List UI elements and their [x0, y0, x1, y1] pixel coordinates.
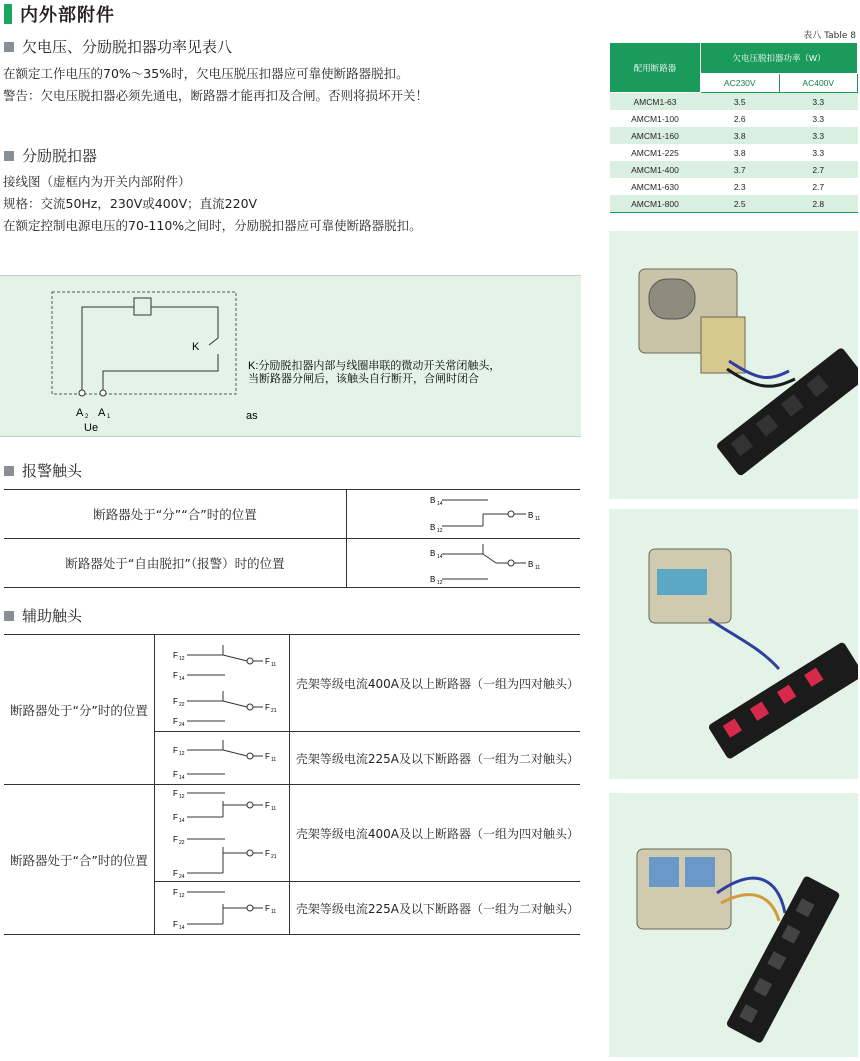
k-note-line1: K:分励脱扣器内部与线圈串联的微动开关常闭触头，: [248, 360, 501, 372]
f-label: F: [264, 703, 270, 712]
cell-model: AMCM1-160: [610, 127, 701, 144]
alarm-contact-photo: [609, 509, 858, 779]
f11-sub: 11: [270, 662, 277, 668]
table-row: [4, 785, 580, 882]
contact-pair-1: [173, 645, 276, 682]
cell-model: AMCM1-225: [610, 144, 701, 161]
aux-open-label: 断路器处于“分”时的位置: [4, 635, 154, 785]
cell-ac230: 2.5: [701, 195, 780, 213]
page-title: 内外部附件: [20, 5, 115, 26]
undervoltage-warning: 警告：欠电压脱扣器必须先通电，断路器才能再扣及合闸。否则将损坏开关！: [3, 88, 429, 103]
aux-closed-225-diagram: [154, 882, 289, 935]
table-row: [610, 93, 858, 111]
f21-sub: 21: [270, 854, 277, 860]
table-row: [610, 127, 858, 144]
alarm-row1-diagram: [347, 490, 581, 539]
as-label: as: [246, 410, 258, 422]
contact-pair-2: [173, 691, 277, 728]
f-label: F: [172, 835, 178, 844]
a2-label: A: [76, 407, 84, 419]
cell-ac230: 3.7: [701, 161, 780, 178]
cell-ac230: 3.8: [701, 144, 780, 161]
cell-ac230: 3.5: [701, 93, 780, 111]
f-label: F: [172, 789, 178, 798]
f-label: F: [172, 888, 178, 897]
table-row: [610, 195, 858, 213]
alarm-row1-label: 断路器处于“分”“合”时的位置: [4, 490, 347, 539]
f12-sub: 12: [178, 893, 185, 899]
terminal-icon: [508, 560, 514, 566]
f-label: F: [172, 869, 178, 878]
shunt-line1: 接线图（虚框内为开关内部附件）: [3, 174, 191, 189]
b14-sub: 14: [437, 554, 443, 560]
f-label: F: [172, 717, 178, 726]
aux-closed-400-diagram: [154, 785, 289, 882]
b11-label: B: [528, 560, 534, 569]
alarm-heading: [4, 460, 82, 481]
f-label: F: [264, 801, 270, 810]
f-label: F: [172, 813, 178, 822]
terminal-icon: [247, 753, 253, 759]
b12-sub: 12: [437, 580, 443, 586]
terminal-a1-icon: [100, 390, 106, 396]
f24-sub: 24: [178, 874, 185, 880]
terminal-icon: [508, 511, 514, 517]
table-row: [610, 144, 858, 161]
b14-sub: 14: [437, 501, 443, 507]
table-row: [4, 635, 580, 732]
aux-contact-table: [4, 634, 580, 935]
terminal-icon: [247, 658, 253, 664]
f12-sub: 12: [178, 751, 185, 757]
f-label: F: [264, 904, 270, 913]
cell-ac230: 2.3: [701, 178, 780, 195]
aux-closed-400-desc: 壳架等级电流400A及以上断路器（一组为四对触头）: [289, 785, 580, 882]
cell-model: AMCM1-100: [610, 110, 701, 127]
coil-icon: [134, 298, 151, 315]
k-note-line2: 当断路器分闸后，该触头自行断开，合闸时闭合: [248, 373, 479, 385]
f14-sub: 14: [178, 775, 185, 781]
contact-pair-2: [173, 835, 277, 880]
f14-sub: 14: [178, 818, 185, 824]
table-row: [610, 110, 858, 127]
aux-heading: [4, 605, 82, 626]
f-label: F: [172, 697, 178, 706]
cell-ac400: 2.8: [779, 195, 858, 213]
b11-sub: 11: [535, 516, 541, 522]
f22-sub: 22: [178, 840, 185, 846]
alarm-row2-label: 断路器处于“自由脱扣”（报警）时的位置: [4, 539, 347, 588]
alarm-heading-text: 报警触头: [22, 462, 83, 480]
k-switch-contact: [151, 307, 218, 345]
f-label: F: [172, 651, 178, 660]
f-label: F: [264, 657, 270, 666]
aux-open-400-desc: 壳架等级电流400A及以上断路器（一组为四对触头）: [289, 635, 580, 732]
a1-sub: 1: [107, 414, 111, 420]
table8: [609, 42, 858, 213]
alarm-contact-table: [4, 489, 580, 588]
undervoltage-heading-text: 欠电压、分励脱扣器功率见表八: [22, 38, 233, 56]
cell-ac400: 3.3: [779, 144, 858, 161]
aux-closed-225-desc: 壳架等级电流225A及以下断路器（一组为二对触头）: [289, 882, 580, 935]
f14-sub: 14: [178, 676, 185, 682]
terminal-a2-icon: [79, 390, 85, 396]
f21-sub: 21: [270, 708, 277, 714]
shunt-line3: 在额定控制电源电压的70-110%之间时，分励脱扣器应可靠使断路器脱扣。: [3, 218, 422, 233]
f24-sub: 24: [178, 722, 185, 728]
section-bullet-icon: [4, 466, 14, 476]
section-bullet-icon: [4, 611, 14, 621]
table-row: [610, 161, 858, 178]
f-label: F: [172, 671, 178, 680]
f-label: F: [264, 849, 270, 858]
cell-ac400: 2.7: [779, 161, 858, 178]
shunt-heading: [4, 145, 97, 166]
cell-ac400: 3.3: [779, 93, 858, 111]
cell-ac400: 3.3: [779, 110, 858, 127]
a1-label: A: [98, 407, 106, 419]
f22-sub: 22: [178, 702, 185, 708]
section-bullet-icon: [4, 151, 14, 161]
ue-label: Ue: [84, 422, 99, 434]
b11-label: B: [528, 511, 534, 520]
aux-open-400-diagram: [154, 635, 289, 732]
table8-col-breaker: 配用断路器: [610, 43, 701, 93]
b14-label: B: [430, 496, 436, 505]
terminal-icon: [247, 802, 253, 808]
f-label: F: [172, 770, 178, 779]
f11-sub: 11: [270, 806, 277, 812]
table8-col-ac230: AC230V: [701, 74, 780, 93]
table-row: [4, 490, 580, 539]
cell-ac230: 2.6: [701, 110, 780, 127]
undervoltage-release-photo: [609, 231, 858, 499]
title-accent-bar: [4, 4, 12, 24]
cell-ac400: 2.7: [779, 178, 858, 195]
terminal-icon: [247, 905, 253, 911]
table8-caption: 表八 Table 8: [803, 31, 856, 41]
cell-model: AMCM1-630: [610, 178, 701, 195]
f-label: F: [172, 920, 178, 929]
b12-label: B: [430, 523, 436, 532]
shunt-spec: 规格：交流50Hz，230V或400V；直流220V: [3, 196, 258, 211]
shunt-wiring-diagram: [0, 275, 581, 437]
b14-label: B: [430, 549, 436, 558]
cell-model: AMCM1-400: [610, 161, 701, 178]
section-bullet-icon: [4, 42, 14, 52]
f14-sub: 14: [178, 925, 185, 931]
contact-pair-1: [173, 789, 276, 824]
aux-heading-text: 辅助触头: [22, 607, 83, 625]
cell-ac400: 3.3: [779, 127, 858, 144]
b12-sub: 12: [437, 528, 443, 534]
aux-open-225-desc: 壳架等级电流225A及以下断路器（一组为二对触头）: [289, 732, 580, 785]
undervoltage-heading: [4, 36, 232, 57]
cell-model: AMCM1-800: [610, 195, 701, 213]
f-label: F: [264, 752, 270, 761]
f12-sub: 12: [178, 794, 185, 800]
shunt-heading-text: 分励脱扣器: [22, 147, 98, 165]
f-label: F: [172, 746, 178, 755]
terminal-icon: [247, 704, 253, 710]
k-label: K: [192, 341, 200, 353]
a2-sub: 2: [85, 414, 89, 420]
b11-sub: 11: [535, 565, 541, 571]
cell-ac230: 3.8: [701, 127, 780, 144]
terminal-icon: [247, 850, 253, 856]
undervoltage-line1: 在额定工作电压的70%～35%时，欠电压脱压扣器应可靠使断路器脱扣。: [3, 66, 409, 81]
alarm-row2-diagram: [347, 539, 581, 588]
f11-sub: 11: [270, 757, 277, 763]
b12-label: B: [430, 575, 436, 584]
table8-col-power: 欠电压脱扣器功率（W）: [701, 43, 858, 74]
cell-model: AMCM1-63: [610, 93, 701, 111]
table-row: [610, 178, 858, 195]
f11-sub: 11: [270, 909, 277, 915]
table8-col-ac400: AC400V: [779, 74, 858, 93]
aux-closed-label: 断路器处于“合”时的位置: [4, 785, 154, 935]
table-row: [4, 539, 580, 588]
auxiliary-contact-photo: [609, 793, 858, 1057]
aux-open-225-diagram: [154, 732, 289, 785]
f12-sub: 12: [178, 656, 185, 662]
